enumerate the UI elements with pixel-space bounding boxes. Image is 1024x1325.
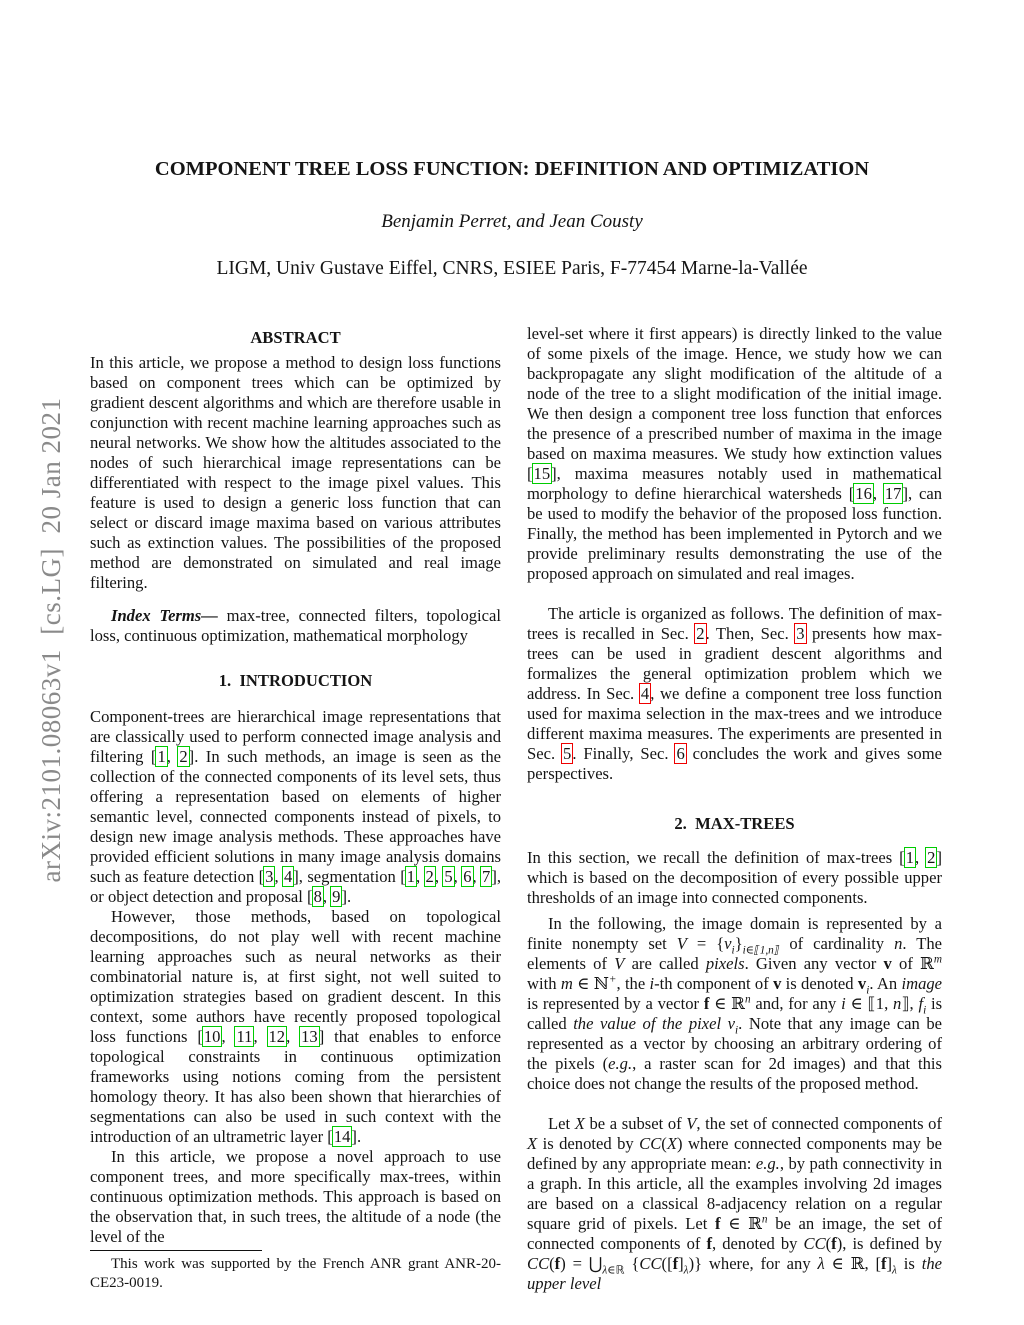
citation-link[interactable]: 13 (301, 1027, 318, 1046)
citation-link[interactable]: 2 (425, 867, 434, 886)
citation-link[interactable]: 10 (203, 1027, 221, 1046)
maxtrees-paragraph-2: In the following, the image domain is represented by a finite nonempty set $V = \{v_i\}_{i\in⟦1,n⟧}$ of cardinality n. The elements of V are called pixels. Given any vector v of ℝ$^m$ with m ∈ ℕ+, the i-th component of v is denoted $v_i$. An image is represented by a vector f ∈ ℝ$^n$ and, for any i ∈ ⟦1, n⟧, $f_i$ is called the value of the pixel $v_i$. Note that any image can be represented as a vector by choosing an arbitrary ordering of the pixels (e.g., a raster scan for 2d images) and that this choice does not change the results of the proposed method. (527, 914, 943, 1093)
paper-title: COMPONENT TREE LOSS FUNCTION: DEFINITION AND OPTIMIZATION (154, 158, 870, 180)
citation-link[interactable]: 2 (179, 747, 188, 766)
citation-link[interactable]: 5 (444, 867, 453, 886)
footnote-rule (90, 1250, 262, 1251)
index-terms-paragraph: Index Terms— max-tree, connected filters, topological loss, continuous optimization, mathematical morphology (90, 606, 501, 645)
section-ref-link[interactable]: 6 (676, 744, 685, 763)
citation-link[interactable]: 3 (265, 867, 274, 886)
citation-link[interactable]: 17 (884, 484, 902, 503)
citation-link[interactable]: 4 (283, 867, 293, 886)
paper-header (86, 157, 938, 280)
abstract-paragraph: In this article, we propose a method to design loss functions based on component trees which can be optimized by gradient descent algorithms and which are therefore usable in conjunction with recent machine learning approaches such as neural networks. We show how the altitudes associated to the nodes of such hierarchical image representations can be differentiated with respect to the image pixel values. This feature is used to design a generic loss function that can select or discard image maxima based on various attributes such as extinction values. The possibilities of the proposed method are demonstrated on simulated and real image filtering. (90, 353, 501, 592)
maxtrees-paragraph-1: In this section, we recall the definition of max-trees [1, 2] which is based on the decomposition of every possible upper thresholds of an image into connected components. (527, 848, 942, 907)
paper-authors: Benjamin Perret, and Jean Cousty (381, 211, 643, 232)
introduction-heading: 1. INTRODUCTION (218, 671, 373, 690)
intro-paragraph-3: In this article, we propose a novel approach to use component trees, and more specifically max-trees, within continuous optimization methods. This approach is based on the observation that, in such trees, the altitude of a node (the level of the (90, 1147, 501, 1246)
citation-link[interactable]: 12 (268, 1027, 286, 1046)
right-paragraph-2: The article is organized as follows. The definition of max-trees is recalled in Sec. 2. Then, Sec. 3 presents how max-trees can be used in gradient descent algorithms and formalizes the general optimization problem which we address. In Sec. 4, we define a component tree loss function used for maxima selection in the max-trees and we introduce different maxima measures. The experiments are presented in Sec. 5. Finally, Sec. 6 concludes the work and gives some perspectives. (527, 604, 942, 783)
citation-link[interactable]: 8 (313, 887, 322, 906)
citation-link[interactable]: 14 (333, 1127, 351, 1146)
citation-link[interactable]: 15 (533, 464, 551, 483)
citation-link[interactable]: 16 (855, 484, 872, 503)
maxtrees-paragraph-3: Let X be a subset of V, the set of connected components of X is denoted by CC(X) where connected components may be defined by any appropriate mean: e.g., by path connectivity in a graph. In this article, all the examples involving 2d images are based on a classical 8-adjacency relation on a regular square grid of pixels. Let f ∈ ℝ$^n$ be an image, the set of connected components of f, denoted by CC(f), is defined by $CC(f) = ⋃_{\lambda\in ℝ}$ $\{CC([f]_\lambda)\}$ where, for any λ ∈ ℝ, $[f]_\lambda$ is the upper level (527, 1114, 943, 1293)
section-ref-link[interactable]: 3 (796, 624, 805, 643)
citation-link[interactable]: 6 (463, 867, 472, 886)
intro-paragraph-2: However, those methods, based on topological decompositions, do not play well with recent machine learning approaches such as neural networks as their combinatorial nature is, at first sight, not well suited to optimization strategies based on gradient descent. In this context, some authors have recently proposed topological loss functions [10, 11, 12, 13] that enables to enforce topological constraints in continuous optimization frameworks using notions coming from the persistent homology theory. It has also been shown that hierarchies of segmentations can also be used in such context with the introduction of an ultrametric layer [14]. (90, 907, 502, 1146)
citation-link[interactable]: 7 (482, 867, 491, 886)
paper-affiliation: LIGM, Univ Gustave Eiffel, CNRS, ESIEE Paris, F-77454 Marne-la-Vallée (216, 258, 808, 279)
citation-link[interactable]: 1 (905, 848, 915, 867)
right-column (527, 320, 942, 1294)
section-ref-link[interactable]: 5 (563, 744, 572, 763)
citation-link[interactable]: 11 (236, 1027, 253, 1046)
section-ref-link[interactable]: 2 (696, 624, 705, 643)
left-column (90, 320, 501, 1293)
arxiv-watermark: arXiv:2101.08063v1 [cs.LG] 20 Jan 2021 (36, 397, 66, 883)
maxtrees-heading: 2. MAX-TREES (674, 814, 795, 833)
citation-link[interactable]: 9 (332, 887, 341, 906)
citation-link[interactable]: 1 (406, 867, 416, 886)
intro-paragraph-1: Component-trees are hierarchical image representations that are classically used to perform connected image analysis and filtering [1, 2]. In such methods, an image is seen as the collection of the connected components of its level sets, thus offering a representation based on elements of higher semantic level, connected components instead of pixels, to design new image analysis methods. These approaches have provided efficient solutions in many image analysis domains such as feature detection [3, 4], segmentation [1, 2, 5, 6, 7], or object detection and proposal [8, 9]. (90, 707, 502, 906)
abstract-heading: ABSTRACT (250, 328, 341, 347)
section-ref-link[interactable]: 4 (640, 684, 650, 703)
citation-link[interactable]: 1 (157, 747, 166, 766)
citation-link[interactable]: 2 (927, 848, 936, 867)
funding-footnote: This work was supported by the French ANR grant ANR-20-CE23-0019. (90, 1256, 501, 1291)
right-paragraph-1: level-set where it first appears) is directly linked to the value of some pixels of the image. Hence, we study how we can backpropagate any slight modification of the altitude of a node of the tree to a slight modification of the initial image. We then design a component tree loss function that enforces the presence of a prescribed number of maxima in the image based on maxima measures. We study how extinction values [15], maxima measures notably used in mathematical morphology to define hierarchical watersheds [16, 17], can be used to modify the behavior of the proposed loss function. Finally, the method has been implemented in Pytorch and we provide preliminary results demonstrating the use of the proposed approach on simulated and real images. (527, 324, 942, 583)
